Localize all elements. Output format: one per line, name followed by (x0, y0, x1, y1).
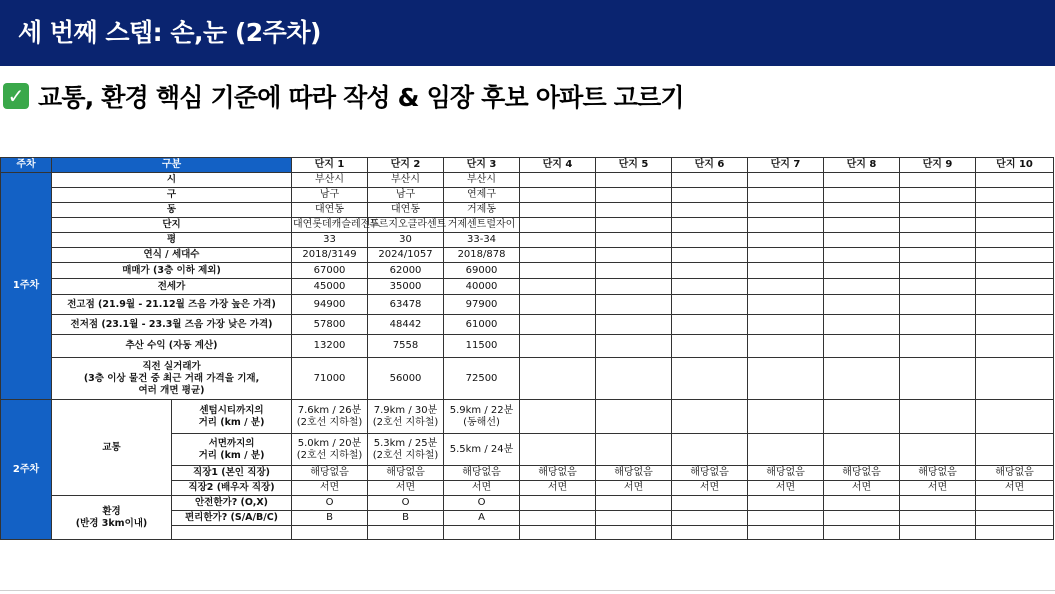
table-cell (520, 233, 596, 248)
row-label: 시 (52, 173, 292, 188)
table-cell (520, 203, 596, 218)
row-label: 직장1 (본인 직장) (172, 466, 292, 481)
table-cell: 부산시 (368, 173, 444, 188)
table-cell (748, 496, 824, 511)
table-cell: 33 (292, 233, 368, 248)
table-cell: 5.3km / 25분 (2호선 지하철) (368, 434, 444, 466)
table-cell: 해당없음 (748, 466, 824, 481)
table-cell: 7.9km / 30분 (2호선 지하철) (368, 400, 444, 434)
row-label: 전세가 (52, 279, 292, 295)
table-cell (900, 188, 976, 203)
table-cell (748, 511, 824, 526)
row-label: 센텀시티까지의 거리 (km / 분) (172, 400, 292, 434)
table-cell (596, 315, 672, 335)
table-cell (596, 218, 672, 233)
row-label: 안전한가? (O,X) (172, 496, 292, 511)
table-cell: 57800 (292, 315, 368, 335)
table-cell (520, 315, 596, 335)
table-cell: 61000 (444, 315, 520, 335)
table-cell (824, 511, 900, 526)
week-column-header: 주차 (1, 158, 52, 173)
table-cell (900, 263, 976, 279)
table-row (1, 496, 1054, 511)
table-cell: 해당없음 (368, 466, 444, 481)
category-column-header: 구분 (52, 158, 292, 173)
table-cell (900, 511, 976, 526)
table-cell (520, 526, 596, 540)
table-cell: 거제센트럴자이 (444, 218, 520, 233)
table-cell (748, 173, 824, 188)
table-cell: 11500 (444, 335, 520, 358)
table-cell: 서면 (672, 481, 748, 496)
table-cell: 대연롯데캐슬레전드 (292, 218, 368, 233)
table-cell (824, 248, 900, 263)
table-cell: 69000 (444, 263, 520, 279)
table-cell (976, 188, 1054, 203)
table-cell (824, 279, 900, 295)
table-cell (748, 295, 824, 315)
table-cell (824, 315, 900, 335)
table-cell (520, 295, 596, 315)
table-cell (976, 400, 1054, 434)
table-cell: 부산시 (444, 173, 520, 188)
table-cell: 71000 (292, 358, 368, 400)
table-cell (748, 279, 824, 295)
table-cell: 2018/878 (444, 248, 520, 263)
table-cell (672, 400, 748, 434)
row-label: 편리한가? (S/A/B/C) (172, 511, 292, 526)
table-cell: 62000 (368, 263, 444, 279)
table-cell: 5.5km / 24분 (444, 434, 520, 466)
table-cell: 서면 (368, 481, 444, 496)
table-cell: 부산시 (292, 173, 368, 188)
table-cell (976, 263, 1054, 279)
row-label: 동 (52, 203, 292, 218)
table-cell (824, 335, 900, 358)
table-cell (672, 434, 748, 466)
title-banner (0, 0, 1055, 66)
table-cell (824, 400, 900, 434)
table-cell: 40000 (444, 279, 520, 295)
table-cell: 해당없음 (824, 466, 900, 481)
table-cell (824, 526, 900, 540)
table-cell (900, 173, 976, 188)
table-cell (900, 358, 976, 400)
page-title: 세 번째 스텝: 손,눈 (2주차) (18, 18, 321, 47)
table-cell (976, 233, 1054, 248)
row-label: 전고점 (21.9월 - 21.12월 즈음 가장 높은 가격) (52, 295, 292, 315)
table-cell: 연제구 (444, 188, 520, 203)
table-cell (976, 203, 1054, 218)
table-cell: 해당없음 (520, 466, 596, 481)
table-cell: 48442 (368, 315, 444, 335)
table-cell (520, 400, 596, 434)
table-cell: 해당없음 (596, 466, 672, 481)
table-cell (900, 496, 976, 511)
table-cell (900, 218, 976, 233)
row-label: 직장2 (배우자 직장) (172, 481, 292, 496)
row-label: 직전 실거래가 (3층 이상 물건 중 최근 거래 가격을 기재, 여러 개면 평균) (52, 358, 292, 400)
table-row (1, 400, 1054, 434)
table-cell (824, 218, 900, 233)
table-cell (596, 511, 672, 526)
table-cell (976, 335, 1054, 358)
table-cell: 2024/1057 (368, 248, 444, 263)
table-cell (824, 434, 900, 466)
complex-column-header: 단지 5 (596, 158, 672, 173)
table-row (1, 233, 1054, 248)
table-cell (520, 511, 596, 526)
table-cell: 남구 (292, 188, 368, 203)
table-cell (596, 248, 672, 263)
table-cell (672, 233, 748, 248)
table-cell (672, 218, 748, 233)
complex-column-header: 단지 8 (824, 158, 900, 173)
table-cell (596, 358, 672, 400)
table-cell (672, 295, 748, 315)
table-cell (900, 203, 976, 218)
table-cell: 해당없음 (444, 466, 520, 481)
table-cell (596, 233, 672, 248)
table-cell (976, 511, 1054, 526)
table-cell: 해당없음 (976, 466, 1054, 481)
complex-column-header: 단지 7 (748, 158, 824, 173)
table-cell (748, 526, 824, 540)
table-cell (672, 279, 748, 295)
table-cell (976, 358, 1054, 400)
table-cell (824, 188, 900, 203)
table-cell: 서면 (748, 481, 824, 496)
table-row (1, 279, 1054, 295)
week1-label: 1주차 (1, 173, 52, 400)
table-cell (520, 434, 596, 466)
table-cell (672, 496, 748, 511)
table-cell (596, 188, 672, 203)
table-cell (672, 526, 748, 540)
traffic-group-label: 교통 (52, 400, 172, 496)
table-cell (596, 526, 672, 540)
table-cell: 2018/3149 (292, 248, 368, 263)
complex-column-header: 단지 1 (292, 158, 368, 173)
table-cell (976, 434, 1054, 466)
table-cell (596, 203, 672, 218)
table-cell (900, 233, 976, 248)
section-heading-text: 교통, 환경 핵심 기준에 따라 작성 & 임장 후보 아파트 고르기 (38, 83, 684, 112)
table-cell (824, 173, 900, 188)
table-cell (672, 248, 748, 263)
complex-column-header: 단지 9 (900, 158, 976, 173)
table-row (1, 358, 1054, 400)
row-label: 구 (52, 188, 292, 203)
table-cell: 7558 (368, 335, 444, 358)
row-label: 단지 (52, 218, 292, 233)
table-cell (444, 526, 520, 540)
table-cell: 7.6km / 26분 (2호선 지하철) (292, 400, 368, 434)
table-cell (596, 335, 672, 358)
table-cell (900, 400, 976, 434)
table-cell (900, 434, 976, 466)
complex-column-header: 단지 3 (444, 158, 520, 173)
table-cell (596, 496, 672, 511)
table-cell: 서면 (976, 481, 1054, 496)
table-cell (824, 233, 900, 248)
table-cell: 94900 (292, 295, 368, 315)
table-cell (520, 188, 596, 203)
table-cell (976, 173, 1054, 188)
table-cell: 해당없음 (672, 466, 748, 481)
table-cell (824, 496, 900, 511)
table-cell: 대연동 (292, 203, 368, 218)
table-cell (368, 526, 444, 540)
table-cell (672, 315, 748, 335)
table-cell (900, 335, 976, 358)
row-label: 추산 수익 (자동 계산) (52, 335, 292, 358)
table-cell: 63478 (368, 295, 444, 315)
table-cell: 거제동 (444, 203, 520, 218)
table-cell (824, 263, 900, 279)
table-cell: 5.9km / 22분 (동해선) (444, 400, 520, 434)
table-cell (976, 218, 1054, 233)
table-cell (748, 315, 824, 335)
week2-label: 2주차 (1, 400, 52, 540)
table-cell: 해당없음 (900, 466, 976, 481)
table-cell: 남구 (368, 188, 444, 203)
row-label: 전저점 (23.1월 - 23.3월 즈음 가장 낮은 가격) (52, 315, 292, 335)
table-cell (900, 248, 976, 263)
row-label: 매매가 (3층 이하 제외) (52, 263, 292, 279)
table-row (1, 188, 1054, 203)
table-cell: 서면 (824, 481, 900, 496)
table-cell (596, 434, 672, 466)
table-cell (672, 203, 748, 218)
table-row (1, 335, 1054, 358)
table-row (1, 203, 1054, 218)
table-cell: 33-34 (444, 233, 520, 248)
table-cell (900, 279, 976, 295)
footer-divider (0, 590, 1055, 591)
table-cell (748, 434, 824, 466)
table-row (1, 218, 1054, 233)
table-cell (672, 188, 748, 203)
table-cell (672, 358, 748, 400)
row-label (172, 526, 292, 540)
table-cell (976, 279, 1054, 295)
table-cell (292, 526, 368, 540)
table-cell (748, 248, 824, 263)
table-cell (672, 335, 748, 358)
table-cell: 해당없음 (292, 466, 368, 481)
table-cell: 대연동 (368, 203, 444, 218)
table-cell: 45000 (292, 279, 368, 295)
table-cell: 서면 (596, 481, 672, 496)
table-cell: 56000 (368, 358, 444, 400)
table-row (1, 295, 1054, 315)
check-mark-icon: ✓ (3, 83, 29, 109)
apartment-comparison-table (0, 157, 1054, 540)
table-cell (824, 203, 900, 218)
table-cell: 97900 (444, 295, 520, 315)
table-cell (596, 263, 672, 279)
section-heading (3, 79, 684, 113)
table-cell: O (368, 496, 444, 511)
table-cell (900, 315, 976, 335)
table-cell (976, 248, 1054, 263)
table-cell: 서면 (900, 481, 976, 496)
table-cell: A (444, 511, 520, 526)
row-label: 평 (52, 233, 292, 248)
table-cell: 30 (368, 233, 444, 248)
table-cell (900, 295, 976, 315)
table-cell: 5.0km / 20분 (2호선 지하철) (292, 434, 368, 466)
table-cell (596, 173, 672, 188)
table-cell (824, 295, 900, 315)
table-cell (672, 511, 748, 526)
table-cell (520, 335, 596, 358)
table-cell (672, 173, 748, 188)
complex-column-header: 단지 2 (368, 158, 444, 173)
complex-column-header: 단지 6 (672, 158, 748, 173)
table-cell (748, 218, 824, 233)
table-cell: 푸르지오클라센트 (368, 218, 444, 233)
environment-group-label: 환경 (반경 3km이내) (52, 496, 172, 540)
table-cell (976, 526, 1054, 540)
table-cell: O (444, 496, 520, 511)
table-cell (520, 263, 596, 279)
row-label: 서면까지의 거리 (km / 분) (172, 434, 292, 466)
table-cell: 72500 (444, 358, 520, 400)
table-cell (596, 295, 672, 315)
table-cell (748, 400, 824, 434)
table-cell: B (368, 511, 444, 526)
table-cell (748, 203, 824, 218)
table-cell: 13200 (292, 335, 368, 358)
row-label: 연식 / 세대수 (52, 248, 292, 263)
table-cell (520, 248, 596, 263)
table-cell: 서면 (292, 481, 368, 496)
table-row (1, 173, 1054, 188)
complex-column-header: 단지 4 (520, 158, 596, 173)
table-cell (672, 263, 748, 279)
table-cell: O (292, 496, 368, 511)
header-row (1, 158, 1054, 173)
table-cell (596, 279, 672, 295)
table-cell (520, 279, 596, 295)
table-cell (976, 315, 1054, 335)
table-cell (520, 218, 596, 233)
table-cell (520, 173, 596, 188)
table-cell: B (292, 511, 368, 526)
table-cell (900, 526, 976, 540)
table-cell (748, 263, 824, 279)
table-cell (748, 233, 824, 248)
table-row (1, 248, 1054, 263)
table-cell (520, 358, 596, 400)
table-row (1, 315, 1054, 335)
table-cell: 서면 (520, 481, 596, 496)
table-row (1, 263, 1054, 279)
table-cell: 서면 (444, 481, 520, 496)
complex-column-header: 단지 10 (976, 158, 1054, 173)
table-cell (824, 358, 900, 400)
table-cell (748, 358, 824, 400)
table-cell (596, 400, 672, 434)
table-cell: 67000 (292, 263, 368, 279)
table-cell (748, 188, 824, 203)
table-cell (748, 335, 824, 358)
table-cell (520, 496, 596, 511)
table-cell (976, 496, 1054, 511)
table-cell (976, 295, 1054, 315)
table-cell: 35000 (368, 279, 444, 295)
